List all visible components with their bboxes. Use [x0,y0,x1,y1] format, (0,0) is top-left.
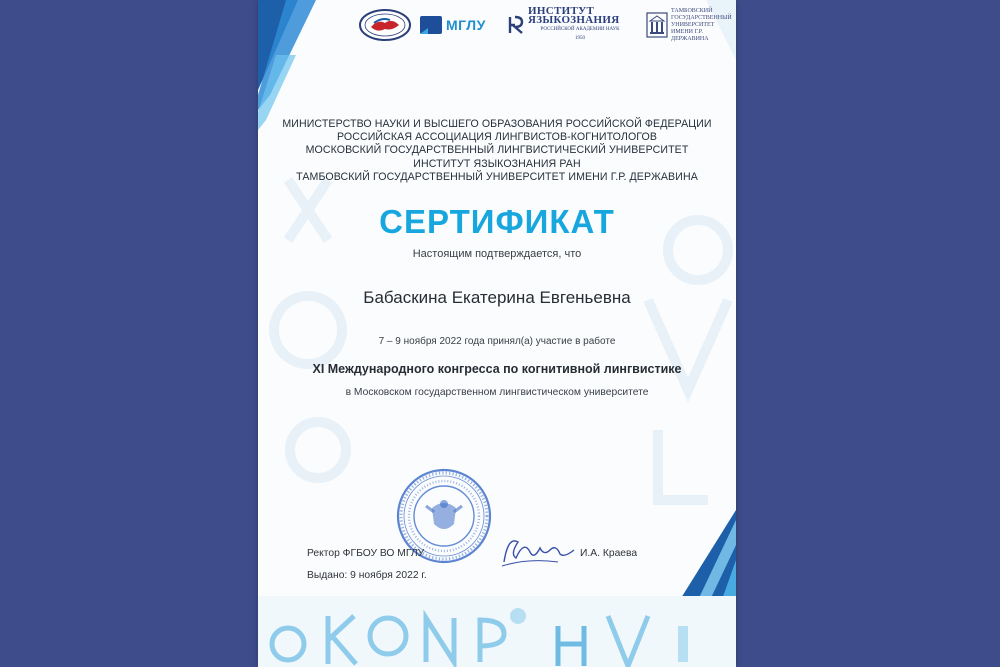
decorative-glyph-band [258,596,736,667]
participation-dates: 7 – 9 ноября 2022 года принял(а) участие в работе [378,336,616,347]
tgu-logo-text: ТАМБОВСКИЙ ГОСУДАРСТВЕННЫЙ УНИВЕРСИТЕТ ИМЕНИ Г.Р. ДЕРЖАВИНА [671,7,732,42]
mglu-logo-text: МГЛУ [446,17,486,33]
mglu-logo-icon [420,14,442,36]
mglu-logo [420,8,486,42]
organization-line: РОССИЙСКАЯ АССОЦИАЦИЯ ЛИНГВИСТОВ-КОГНИТОЛОГОВ [336,131,658,144]
watermark-l [658,430,708,500]
congress-name: XI Международного конгресса по когнитивной лингвистике [312,362,682,376]
certificate-page [258,0,736,667]
rector-name: И.А. Краева [580,548,638,559]
congress-venue: в Московском государственном лингвистическом университете [345,387,649,398]
certificate-title: СЕРТИФИКАТ [379,203,615,240]
tgu-logo [646,7,732,42]
organization-line: ТАМБОВСКИЙ ГОСУДАРСТВЕННЫЙ УНИВЕРСИТЕТ ИМЕНИ Г.Р. ДЕРЖАВИНА [296,170,698,183]
decorative-stripes [258,0,736,667]
iya-logo-main: ИНСТИТУТ ЯЗЫКОЗНАНИЯ [528,5,620,26]
organization-line: МОСКОВСКИЙ ГОСУДАРСТВЕННЫЙ ЛИНГВИСТИЧЕСКИЙ УНИВЕРСИТЕТ [305,144,689,157]
association-emblem-icon [358,8,412,42]
logo-bar [258,0,736,50]
tgu-building-icon [646,12,668,38]
organization-line: ИНСТИТУТ ЯЗЫКОЗНАНИЯ РАН [413,157,581,170]
confirmation-text: Настоящим подтверждается, что [412,248,582,260]
rector-title: Ректор ФГБОУ ВО МГЛУ [307,548,425,559]
watermark-o-lower [290,422,346,478]
organization-line: МИНИСТЕРСТВО НАУКИ И ВЫСШЕГО ОБРАЗОВАНИЯ РОССИЙСКОЙ ФЕДЕРАЦИИ [282,118,712,130]
signature-icon [498,528,578,572]
iya-logo-icon [508,15,524,35]
iya-logo-year: 1950 [575,36,585,41]
iya-logo [508,5,632,42]
recipient-name: Бабаскина Екатерина Евгеньевна [363,288,631,307]
iya-logo-text [528,7,632,43]
organizations-list [258,118,736,184]
issue-date: Выдано: 9 ноября 2022 г. [307,570,427,581]
association-logo [358,8,412,42]
iya-logo-sub: РОССИЙСКОЙ АКАДЕМИИ НАУК [540,27,620,32]
